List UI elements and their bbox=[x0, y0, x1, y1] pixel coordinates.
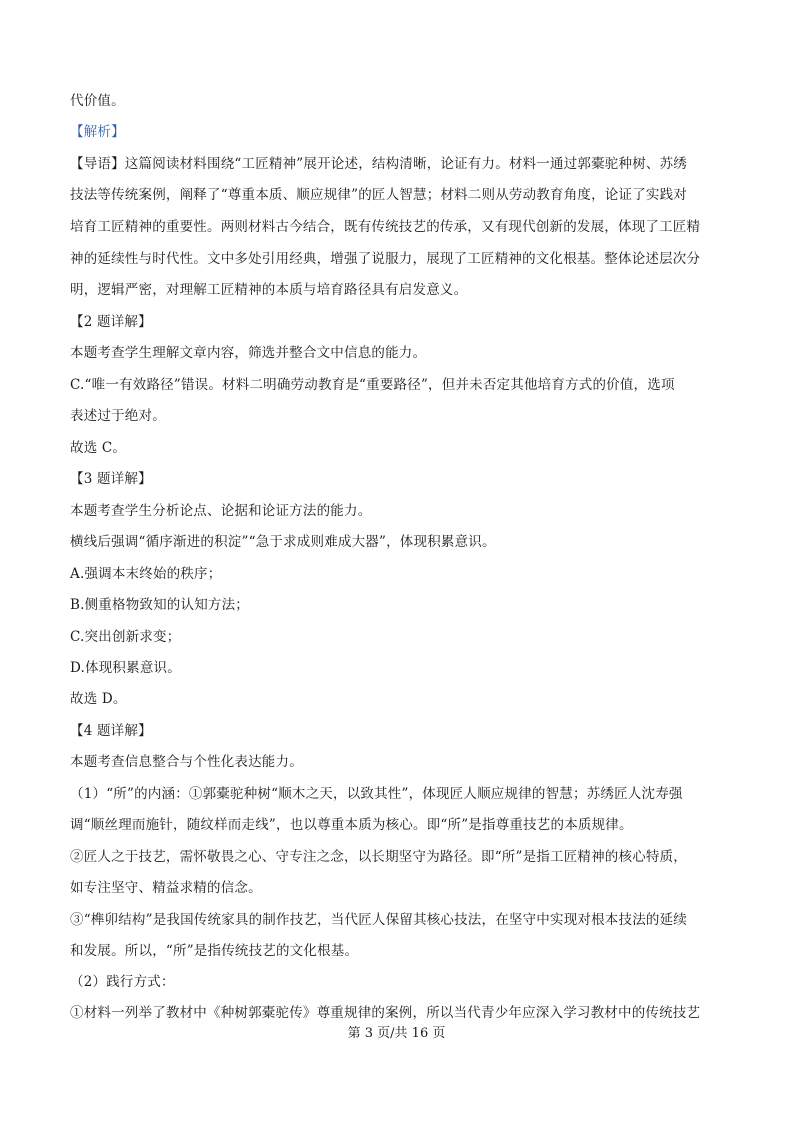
page-number-footer: 第 3 页/共 16 页 bbox=[347, 1026, 446, 1041]
text-line: 本题考查学生理解文章内容，筛选并整合文中信息的能力。 bbox=[70, 345, 427, 361]
text-line: ①材料一列举了教材中《种树郭橐驼传》尊重规律的案例，所以当代青少年应深入学习教材中的传统技艺 bbox=[70, 1005, 701, 1021]
text-line: （1）“所”的内涵：①郭橐驼种树“顺木之天，以致其性”，体现匠人顺应规律的智慧；苏绣匠人沈寿强 bbox=[70, 786, 683, 802]
text-line: 调“顺丝理而施针，随纹样而走线”，也以尊重本质为核心。即“所”是指尊重技艺的本质规律。 bbox=[70, 817, 633, 833]
text-line: 如专注坚守、精益求精的信念。 bbox=[70, 880, 262, 896]
text-line: A.强调本末终始的秩序； bbox=[70, 566, 222, 582]
text-line: 代价值。 bbox=[70, 93, 125, 109]
text-line: D.体现积累意识。 bbox=[70, 660, 181, 676]
text-line: （2）践行方式： bbox=[70, 974, 175, 990]
text-line: 【导语】这篇阅读材料围绕“工匠精神”展开论述，结构清晰，论证有力。材料一通过郭橐驼种树、苏绣 bbox=[70, 156, 688, 172]
text-line: ②匠人之于技艺，需怀敬畏之心、守专注之念，以长期坚守为路径。即“所”是指工匠精神的核心特质， bbox=[70, 849, 688, 865]
text-line: 神的延续性与时代性。文中多处引用经典，增强了说服力，展现了工匠精神的文化根基。整体论述层次分 bbox=[70, 251, 701, 267]
text-line: 表述过于绝对。 bbox=[70, 408, 166, 424]
text-line: 明，逻辑严密，对理解工匠精神的本质与培育路径具有启发意义。 bbox=[70, 282, 468, 298]
section-heading: 【3 题详解】 bbox=[70, 471, 152, 487]
text-line: 技法等传统案例，阐释了“尊重本质、顺应规律”的匠人智慧；材料二则从劳动教育角度，论证了实践对 bbox=[70, 187, 688, 203]
text-line: 故选 D。 bbox=[70, 691, 127, 707]
text-line: 本题考查信息整合与个性化表达能力。 bbox=[70, 754, 303, 770]
text-line: 横线后强调“循序渐进的积淀”“急于求成则难成大器”，体现积累意识。 bbox=[70, 534, 496, 550]
text-line: 本题考查学生分析论点、论据和论证方法的能力。 bbox=[70, 503, 372, 519]
text-line: 故选 C。 bbox=[70, 440, 127, 456]
text-line: B.侧重格物致知的认知方法； bbox=[70, 597, 250, 613]
text-line: C.突出创新求变； bbox=[70, 629, 181, 645]
section-heading: 【4 题详解】 bbox=[70, 723, 152, 739]
text-line: 和发展。所以，“所”是指传统技艺的文化根基。 bbox=[70, 943, 359, 959]
text-line: ③“榫卯结构”是我国传统家具的制作技艺，当代匠人保留其核心技法，在坚守中实现对根本技法的延续 bbox=[70, 912, 688, 928]
text-line: C.“唯一有效路径”错误。材料二明确劳动教育是“重要路径”，但并未否定其他培育方式的价值，选项 bbox=[70, 377, 675, 393]
text-line: 培育工匠精神的重要性。两则材料古今结合，既有传统技艺的传承，又有现代创新的发展，体现了工匠精 bbox=[70, 219, 701, 235]
analysis-heading: 【解析】 bbox=[70, 124, 125, 140]
section-heading: 【2 题详解】 bbox=[70, 314, 152, 330]
